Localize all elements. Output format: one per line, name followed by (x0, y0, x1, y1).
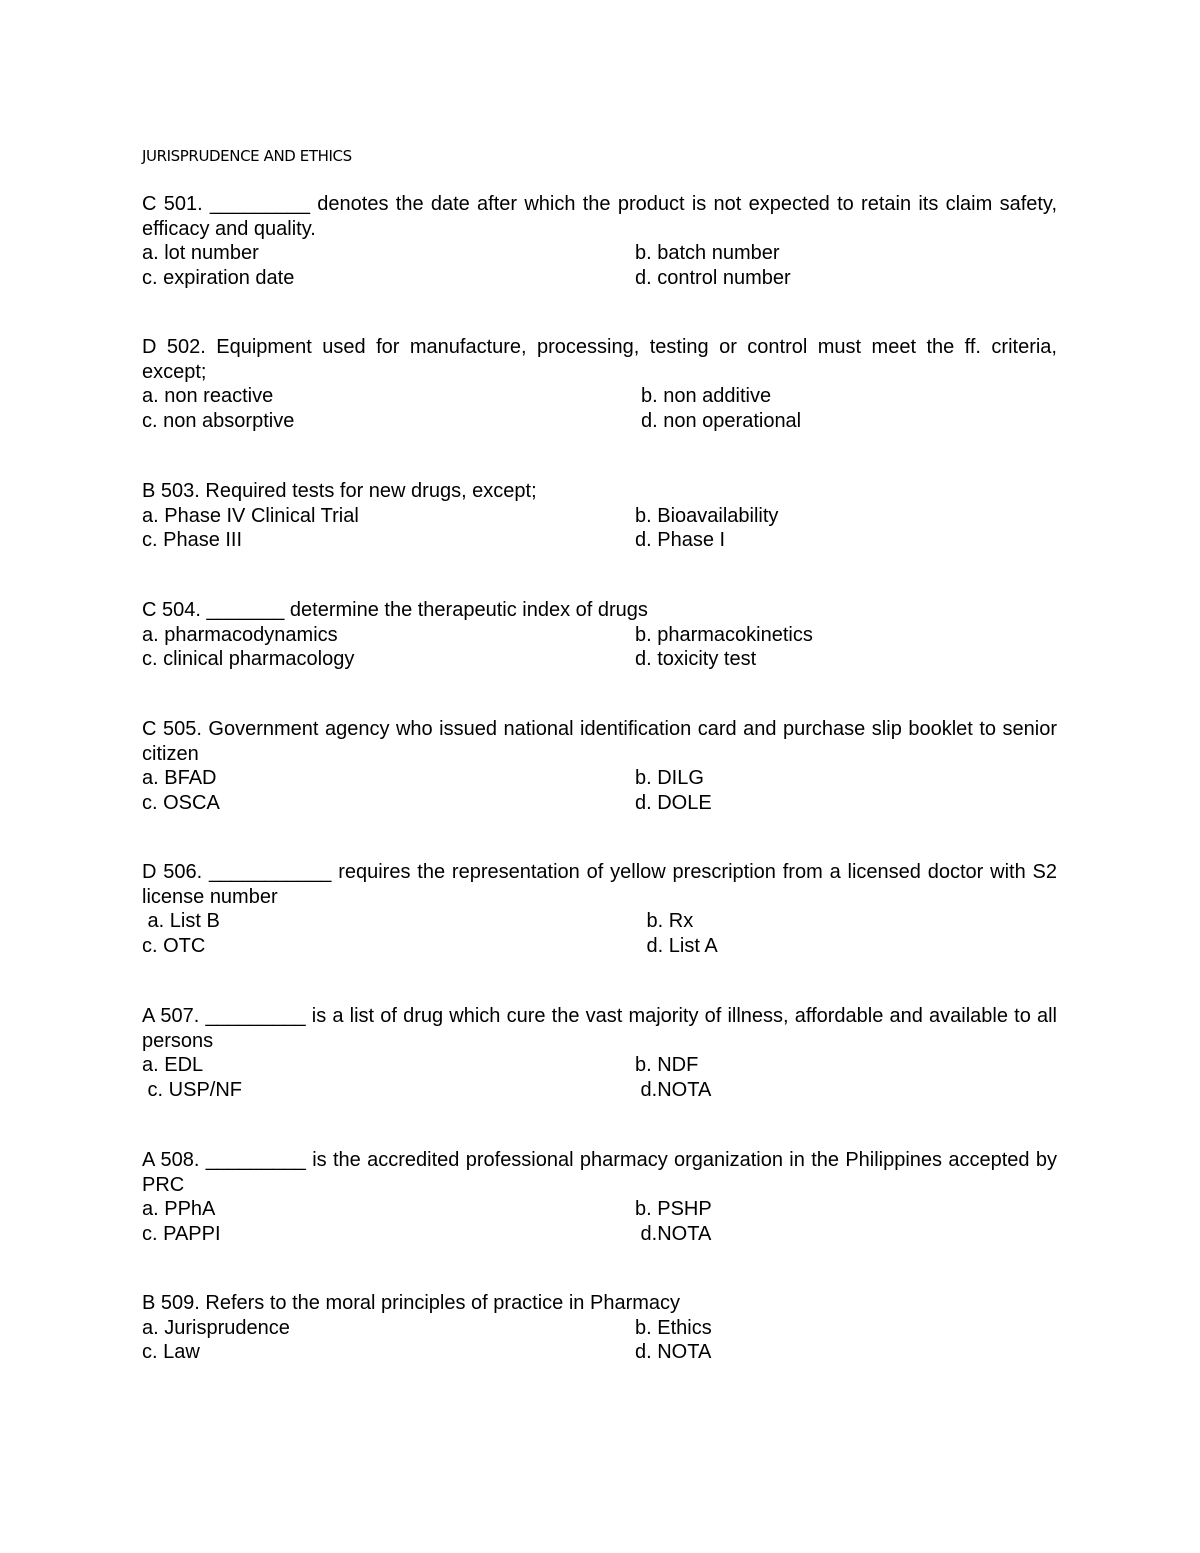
question-stem: C 501. _________ denotes the date after which the product is not expected to retain its claim safety, efficacy and quality. (142, 193, 1057, 240)
question-stem: A 507. _________ is a list of drug which cure the vast majority of illness, affordable and available to all persons (142, 1005, 1057, 1052)
question-503 (142, 479, 1057, 553)
option-c: c. Phase III (142, 529, 243, 552)
option-b: b. Rx (641, 910, 694, 933)
question-509 (142, 1291, 1057, 1365)
option-d: d. NOTA (635, 1341, 712, 1364)
option-b: b. Ethics (635, 1316, 712, 1339)
option-d: d. control number (635, 266, 791, 289)
option-a: a. BFAD (142, 767, 217, 790)
option-c: c. PAPPI (142, 1222, 221, 1245)
option-c: c. OTC (142, 934, 206, 957)
question-502 (142, 335, 1057, 433)
answer-options (142, 909, 1057, 958)
answer-options (142, 766, 1057, 815)
option-d: d.NOTA (635, 1078, 712, 1101)
option-c: c. non absorptive (142, 409, 295, 432)
option-a: a. lot number (142, 242, 259, 265)
question-stem: C 504. _______ determine the therapeutic index of drugs (142, 599, 648, 621)
option-d: d. DOLE (635, 791, 712, 814)
option-a: a. List B (142, 910, 220, 933)
question-stem: A 508. _________ is the accredited professional pharmacy organization in the Philippines accepted by PRC (142, 1149, 1057, 1196)
option-b: b. Bioavailability (635, 504, 779, 527)
option-c: c. USP/NF (142, 1078, 243, 1101)
document-title: JURISPRUDENCE AND ETHICS (142, 147, 352, 165)
question-505 (142, 717, 1057, 815)
answer-options (142, 1316, 1057, 1365)
option-d: d.NOTA (635, 1222, 712, 1245)
option-b: b. DILG (635, 767, 704, 790)
option-c: c. expiration date (142, 266, 295, 289)
option-c: c. Law (142, 1341, 200, 1364)
option-d: d. toxicity test (635, 648, 757, 671)
option-a: a. Phase IV Clinical Trial (142, 504, 359, 527)
option-d: d. List A (641, 934, 718, 957)
question-501 (142, 192, 1057, 290)
option-a: a. pharmacodynamics (142, 623, 338, 646)
question-504 (142, 598, 1057, 672)
question-stem: B 503. Required tests for new drugs, except; (142, 480, 537, 502)
answer-options (142, 1053, 1057, 1102)
option-b: b. pharmacokinetics (635, 623, 813, 646)
option-a: a. Jurisprudence (142, 1316, 290, 1339)
question-508 (142, 1148, 1057, 1246)
question-stem: B 509. Refers to the moral principles of practice in Pharmacy (142, 1292, 681, 1314)
option-b: b. NDF (635, 1054, 699, 1077)
question-stem: C 505. Government agency who issued national identification card and purchase slip booklet to senior citizen (142, 718, 1057, 765)
question-stem: D 502. Equipment used for manufacture, processing, testing or control must meet the ff. criteria, except; (142, 336, 1057, 383)
answer-options (142, 241, 1057, 290)
option-d: d. Phase I (635, 529, 726, 552)
option-b: b. non additive (641, 385, 772, 408)
option-c: c. clinical pharmacology (142, 648, 355, 671)
option-a: a. EDL (142, 1054, 204, 1077)
answer-options (142, 623, 1057, 672)
question-507 (142, 1004, 1057, 1102)
option-b: b. PSHP (635, 1198, 712, 1221)
option-a: a. PPhA (142, 1198, 216, 1221)
question-506 (142, 860, 1057, 958)
option-a: a. non reactive (142, 385, 274, 408)
option-c: c. OSCA (142, 791, 220, 814)
option-b: b. batch number (635, 242, 780, 265)
answer-options (142, 1197, 1057, 1246)
answer-options (142, 384, 1057, 433)
question-stem: D 506. ___________ requires the representation of yellow prescription from a licensed doctor with S2 license number (142, 861, 1057, 908)
option-d: d. non operational (641, 409, 802, 432)
answer-options (142, 504, 1057, 553)
